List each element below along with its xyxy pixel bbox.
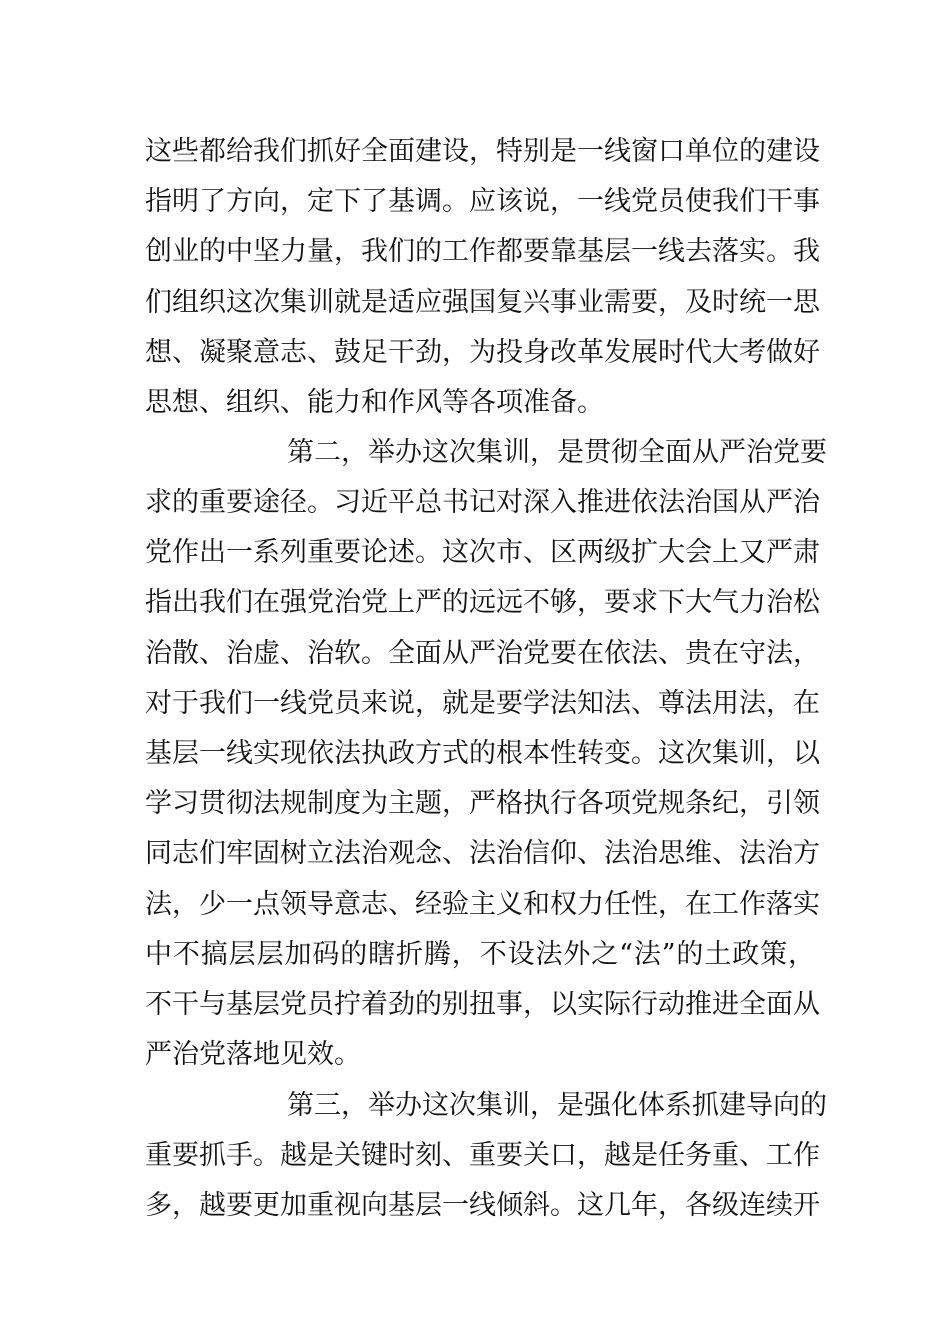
text-line: 多，越要更加重视向基层一线倾斜。这几年，各级连续开 [145,1190,820,1221]
text-line: 指出我们在强党治党上严的远远不够，要求下大气力治松 [145,587,820,618]
text-line: 学习贯彻法规制度为主题，严格执行各项党规条纪，引领 [145,788,820,819]
text-line: 对于我们一线党员来说，就是要学法知法、尊法用法，在 [145,688,820,719]
text-line: 党作出一系列重要论述。这次市、区两级扩大会上又严肃 [145,537,820,568]
text-line: 法，少一点领导意志、经验主义和权力任性，在工作落实 [145,889,820,920]
text-line: 不干与基层党员拧着劲的别扭事，以实际行动推进全面从 [145,989,820,1020]
text-line: 严治党落地见效。 [145,1039,361,1070]
text-line: 求的重要途径。习近平总书记对深入推进依法治国从严治 [145,487,820,518]
text-line: 指明了方向，定下了基调。应该说，一线党员使我们干事 [145,186,820,217]
text-line: 治散、治虚、治软。全面从严治党要在依法、贵在守法， [145,638,820,669]
text-line: 思想、组织、能力和作风等各项准备。 [145,387,604,418]
text-line: 基层一线实现依法执政方式的根本性转变。这次集训，以 [145,738,820,769]
text-line: 同志们牢固树立法治观念、法治信仰、法治思维、法治方 [145,838,820,869]
paragraph-start-line: 第三，举办这次集训，是强化体系抓建导向的 [287,1090,827,1121]
text-line: 这些都给我们抓好全面建设，特别是一线窗口单位的建设 [145,136,820,167]
text-line: 重要抓手。越是关键时刻、重要关口，越是任务重、工作 [145,1140,820,1171]
text-line: 创业的中坚力量，我们的工作都要靠基层一线去落实。我 [145,236,820,267]
text-line: 中不搞层层加码的瞎折腾，不设法外之“法”的土政策， [145,939,815,970]
text-line: 们组织这次集训就是适应强国复兴事业需要，及时统一思 [145,287,820,318]
paragraph-start-line: 第二，举办这次集训，是贯彻全面从严治党要 [287,437,827,468]
text-line: 想、凝聚意志、鼓足干劲，为投身改革发展时代大考做好 [145,337,820,368]
